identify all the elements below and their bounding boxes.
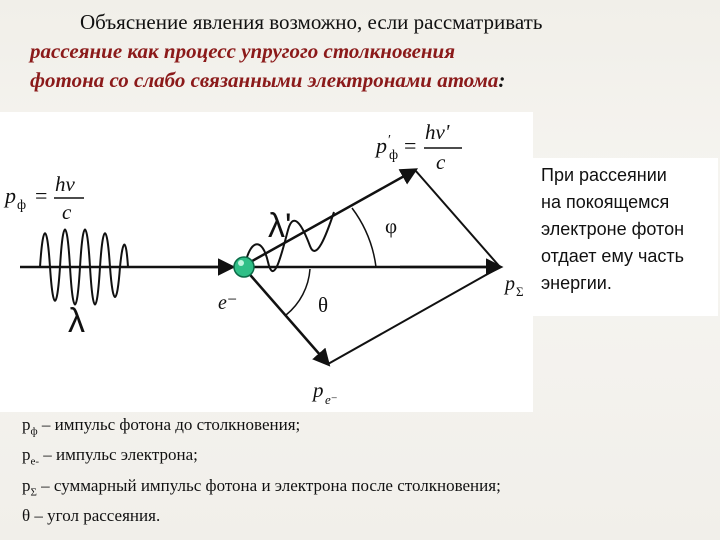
electron-dot (234, 257, 254, 277)
slide-heading (30, 8, 710, 95)
scattered-denominator: c (436, 150, 446, 174)
heading-line-1: Объяснение явления возможно, если рассматривать (80, 10, 543, 34)
side-note-line-3: электроне фотон (541, 219, 685, 239)
definition-symbol (22, 504, 30, 534)
definition-row (22, 413, 712, 443)
definition-text: – угол рассеяния. (30, 506, 161, 526)
electron-momentum-label (311, 378, 338, 407)
sum-p-symbol: p (505, 273, 515, 295)
compton-scattering-diagram (0, 112, 533, 412)
heading-emphasis-3: фотона со слабо связанными электронами атома (30, 68, 499, 92)
electron-label: e⁻ (218, 292, 238, 314)
theta-label: θ (318, 293, 329, 317)
incident-momentum-formula (3, 172, 84, 224)
definition-text: – импульс фотона до столкновения; (37, 415, 301, 434)
incident-p-symbol: p (5, 183, 16, 208)
heading-line-2 (30, 37, 710, 66)
side-note-line-1: При рассеянии (541, 165, 667, 185)
definition-symbol (22, 443, 39, 473)
definition-row (22, 443, 712, 473)
electron-p-symbol: p (313, 378, 324, 402)
definition-row (22, 474, 712, 504)
scattered-p-subscript: ф (389, 148, 399, 163)
definitions-list (22, 413, 712, 535)
definition-symbol (22, 413, 38, 443)
scattered-p-symbol: p (376, 133, 387, 158)
definition-symbol (22, 474, 37, 504)
definition-symbol-main: p (22, 445, 31, 465)
side-note-line-4: отдает ему часть (541, 246, 685, 266)
definition-symbol-main: p (22, 415, 31, 434)
incident-denominator: c (62, 200, 72, 224)
scattered-numerator: hν' (425, 120, 450, 144)
equals-sign-1: = (35, 183, 48, 208)
phi-label: φ (385, 214, 398, 238)
definition-symbol-subscript: e- (30, 455, 40, 468)
parallelogram-side-top (415, 170, 500, 267)
definition-row (22, 504, 712, 534)
side-note-line-5: энергии. (541, 273, 612, 293)
scattered-wavelength-label: λ' (268, 207, 292, 245)
scattered-p-prime: ′ (388, 133, 392, 148)
parallelogram-side-bottom (328, 267, 500, 364)
definition-symbol-main: p (22, 475, 31, 495)
scattered-momentum-formula (374, 120, 462, 174)
incident-numerator: hν (55, 172, 75, 196)
definition-symbol-main: θ (22, 506, 31, 526)
phi-angle-arc (352, 208, 376, 267)
definition-text: – суммарный импульс фотона и электрона после столкновения; (36, 475, 501, 495)
side-note-line-2: на покоящемся (541, 192, 670, 212)
sum-p-subscript: Σ (516, 284, 524, 299)
electron-p-subscript: e⁻ (325, 392, 338, 407)
electron-highlight (238, 260, 244, 266)
electron-momentum-arrow (245, 269, 328, 364)
theta-angle-arc (286, 269, 310, 315)
definition-text: – импульс электрона; (39, 445, 198, 465)
side-note (541, 162, 719, 297)
heading-colon: : (498, 68, 506, 92)
diagram-svg (0, 112, 533, 412)
heading-line-3 (30, 66, 710, 95)
definition-symbol-subscript: Σ (30, 486, 37, 499)
heading-emphasis-2: рассеяние как процесс упругого столкновения (30, 39, 456, 63)
incident-wavelength-label: λ (68, 302, 85, 340)
definition-symbol-subscript: ф (30, 425, 38, 438)
incident-p-subscript: ф (17, 198, 27, 213)
equals-sign-2: = (404, 133, 417, 158)
sum-momentum-label (503, 273, 524, 299)
